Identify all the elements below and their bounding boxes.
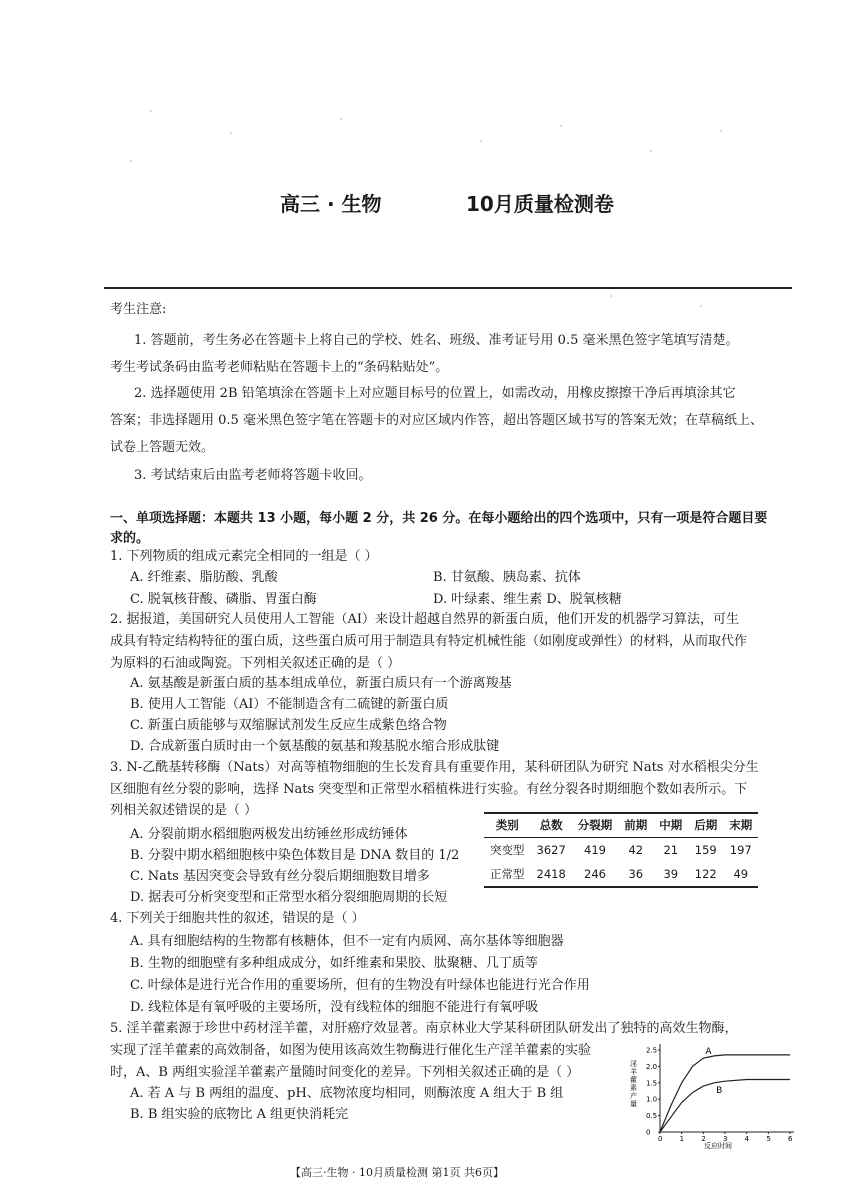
notes-line-5: 试卷上答题无效。 <box>110 440 215 455</box>
q5-line-chart <box>628 1032 798 1150</box>
q4-option-c: C. 叶绿体是进行光合作用的重要场所，但有的生物没有叶绿体也能进行光合作用 <box>130 978 590 993</box>
table-cell: 21 <box>663 843 679 857</box>
q2-option-b: B. 使用人工智能（AI）不能制造含有二硫键的新蛋白质 <box>130 697 449 712</box>
y-axis-label-char: 素 <box>630 1084 637 1092</box>
table-cell: 122 <box>688 862 723 887</box>
q4-option-b: B. 生物的细胞壁有多种组成成分，如纤维素和果胶、肽聚糖、几丁质等 <box>130 956 538 971</box>
q2-option-c: C. 新蛋白质能够与双缩脲试剂发生反应生成紫色络合物 <box>130 718 447 733</box>
q1-stem: 1. 下列物质的组成元素完全相同的一组是（ ） <box>110 549 378 564</box>
y-tick-label: 2.0 <box>646 1062 658 1071</box>
q4-stem: 4. 下列关于细胞共性的叙述，错误的是（ ） <box>110 911 365 926</box>
header-rule <box>104 287 792 289</box>
table-cell: 正常型 <box>484 862 531 887</box>
notes-heading: 考生注意: <box>110 302 167 317</box>
q2-option-a: A. 氨基酸是新蛋白质的基本组成单位，新蛋白质只有一个游离羧基 <box>130 676 512 691</box>
table-header: 总数 <box>531 813 572 838</box>
page-title-subject: 高三 · 生物 <box>280 192 382 216</box>
q3-data-table <box>484 812 758 888</box>
x-tick-label: 4 <box>744 1135 750 1143</box>
table-cell: 49 <box>723 862 758 887</box>
q4-option-a: A. 具有细胞结构的生物都有核糖体，但不一定有内质网、高尔基体等细胞器 <box>130 934 564 949</box>
table-cell: 159 <box>694 843 717 857</box>
y-axis-label-char: 量 <box>630 1100 637 1108</box>
table-cell: 246 <box>572 862 619 887</box>
y-axis-label-char: 羊 <box>630 1068 637 1076</box>
page-footer: 【高三·生物 · 10月质量检测 第1页 共6页】 <box>290 1166 504 1179</box>
q4-option-d: D. 线粒体是有氧呼吸的主要场所，没有线粒体的细胞不能进行有氧呼吸 <box>130 1000 539 1015</box>
y-tick-label: 2.5 <box>646 1046 658 1055</box>
table-cell: 2418 <box>531 862 572 887</box>
table-cell: 197 <box>729 843 752 857</box>
table-header: 中期 <box>653 813 688 838</box>
x-tick-label: 5 <box>766 1135 771 1143</box>
q2-stem-line1: 2. 据报道，美国研究人员使用人工智能（AI）来设计超越自然界的新蛋白质，他们开发的机器学习算法，可生 <box>110 612 740 627</box>
q1-option-c: C. 脱氧核苷酸、磷脂、胃蛋白酶 <box>130 592 317 607</box>
table-cell: 突变型 <box>490 843 525 857</box>
table-header: 分裂期 <box>572 813 619 838</box>
page-title-exam: 10月质量检测卷 <box>466 192 614 216</box>
notes-line-6: 3. 考试结束后由监考老师将答题卡收回。 <box>134 468 372 483</box>
series-label-B: B <box>716 1085 723 1096</box>
y-tick-label: 0.5 <box>646 1112 658 1121</box>
y-axis-label-char: 藿 <box>630 1076 637 1084</box>
q3-stem-line3: 列相关叙述错误的是（ ） <box>110 803 258 818</box>
notes-line-2: 考生考试条码由监考老师粘贴在答题卡上的“条码粘贴处”。 <box>110 360 449 375</box>
x-axis-label: 反应时间 <box>704 1142 732 1150</box>
q5-stem-line2: 实现了淫羊藿素的高效制备，如图为使用该高效生物酶进行催化生产淫羊藿素的实验 <box>110 1043 592 1058</box>
q2-option-d: D. 合成新蛋白质时由一个氨基酸的氨基和羧基脱水缩合形成肽键 <box>130 739 500 754</box>
y-axis-label <box>630 1059 637 1108</box>
x-tick-label: 1 <box>679 1135 685 1143</box>
table-header: 末期 <box>723 813 758 838</box>
q3-option-d: D. 据表可分析突变型和正常型水稻分裂细胞周期的长短 <box>130 890 448 905</box>
q5-stem-line1: 5. 淫羊藿素源于珍世中药材淫羊藿，对肝癌疗效显著。南京林业大学某科研团队研发出了独特的高效生物酶， <box>110 1021 738 1036</box>
y-axis-label-char: 淫 <box>630 1060 637 1068</box>
table-header: 前期 <box>618 813 653 838</box>
notes-line-1: 1. 答题前，考生务必在答题卡上将自己的学校、姓名、班级、准考证号用 0.5 毫米黑色签字笔填写清楚。 <box>134 333 739 348</box>
table-header-row <box>484 813 758 838</box>
q5-option-b: B. B 组实验的底物比 A 组更快消耗完 <box>130 1107 349 1122</box>
q3-option-c: C. Nats 基因突变会导致有丝分裂后期细胞数目增多 <box>130 869 430 884</box>
q3-stem-line2: 区细胞有丝分裂的影响，选择 Nats 突变型和正常型水稻植株进行实验。有丝分裂各时期细胞个数如表所示。下 <box>110 782 748 797</box>
table-cell: 3627 <box>536 843 566 857</box>
q1-option-a: A. 纤维素、脂肪酸、乳酸 <box>130 570 278 585</box>
x-tick-label: 6 <box>788 1135 793 1143</box>
x-tick-label: 0 <box>658 1135 663 1143</box>
q5-option-a: A. 若 A 与 B 两组的温度、pH、底物浓度均相同，则酶浓度 A 组大于 B 组 <box>130 1086 564 1101</box>
table-row <box>484 838 758 863</box>
table-cell: 42 <box>628 843 644 857</box>
y-tick-label: 1.5 <box>646 1079 658 1088</box>
table-row <box>484 862 758 887</box>
q1-option-b: B. 甘氨酸、胰岛素、抗体 <box>433 570 581 585</box>
q5-stem-line3: 时，A、B 两组实验淫羊藿素产量随时间变化的差异。下列相关叙述正确的是（ ） <box>110 1065 580 1080</box>
notes-line-4: 答案；非选择题用 0.5 毫米黑色签字笔在答题卡的对应区域内作答，超出答题区域书写的答案无效；在草稿纸上、 <box>110 413 763 428</box>
y-tick-label: 1.0 <box>646 1095 658 1104</box>
x-tick-label: 3 <box>723 1135 728 1143</box>
table-cell: 419 <box>584 843 606 857</box>
q1-option-d: D. 叶绿素、维生素 D、脱氧核糖 <box>433 592 622 607</box>
notes-line-3: 2. 选择题使用 2B 铅笔填涂在答题卡上对应题目标号的位置上，如需改动，用橡皮擦擦干净后再填涂其它 <box>134 386 736 401</box>
q2-stem-line3: 为原料的石油或陶瓷。下列相关叙述正确的是（ ） <box>110 656 401 671</box>
x-tick-label: 2 <box>701 1135 706 1143</box>
section-heading-line1: 一、单项选择题：本题共 13 小题，每小题 2 分，共 26 分。在每小题给出的四个选项中，只有一项是符合题目要 <box>110 511 768 526</box>
section-heading-line2: 求的。 <box>110 531 150 546</box>
q3-option-b: B. 分裂中期水稻细胞核中染色体数目是 DNA 数目的 1/2 <box>130 848 460 863</box>
series-line-A <box>660 1055 790 1132</box>
series-label-A: A <box>705 1047 712 1058</box>
table-header: 类别 <box>484 813 531 838</box>
table-header: 后期 <box>688 813 723 838</box>
q3-stem-line1: 3. N-乙酰基转移酶（Nats）对高等植物细胞的生长发育具有重要作用，某科研团队为研究 Nats 对水稻根尖分生 <box>110 760 759 775</box>
table-cell: 39 <box>653 862 688 887</box>
y-tick-label: 0 <box>646 1128 651 1137</box>
table-cell: 36 <box>618 862 653 887</box>
q2-stem-line2: 成具有特定结构特征的蛋白质，这些蛋白质可用于制造具有特定机械性能（如刚度或弹性）的材料，从而取代作 <box>110 634 748 649</box>
q3-option-a: A. 分裂前期水稻细胞两极发出纺锤丝形成纺锤体 <box>130 827 408 842</box>
y-axis-label-char: 产 <box>630 1092 637 1100</box>
